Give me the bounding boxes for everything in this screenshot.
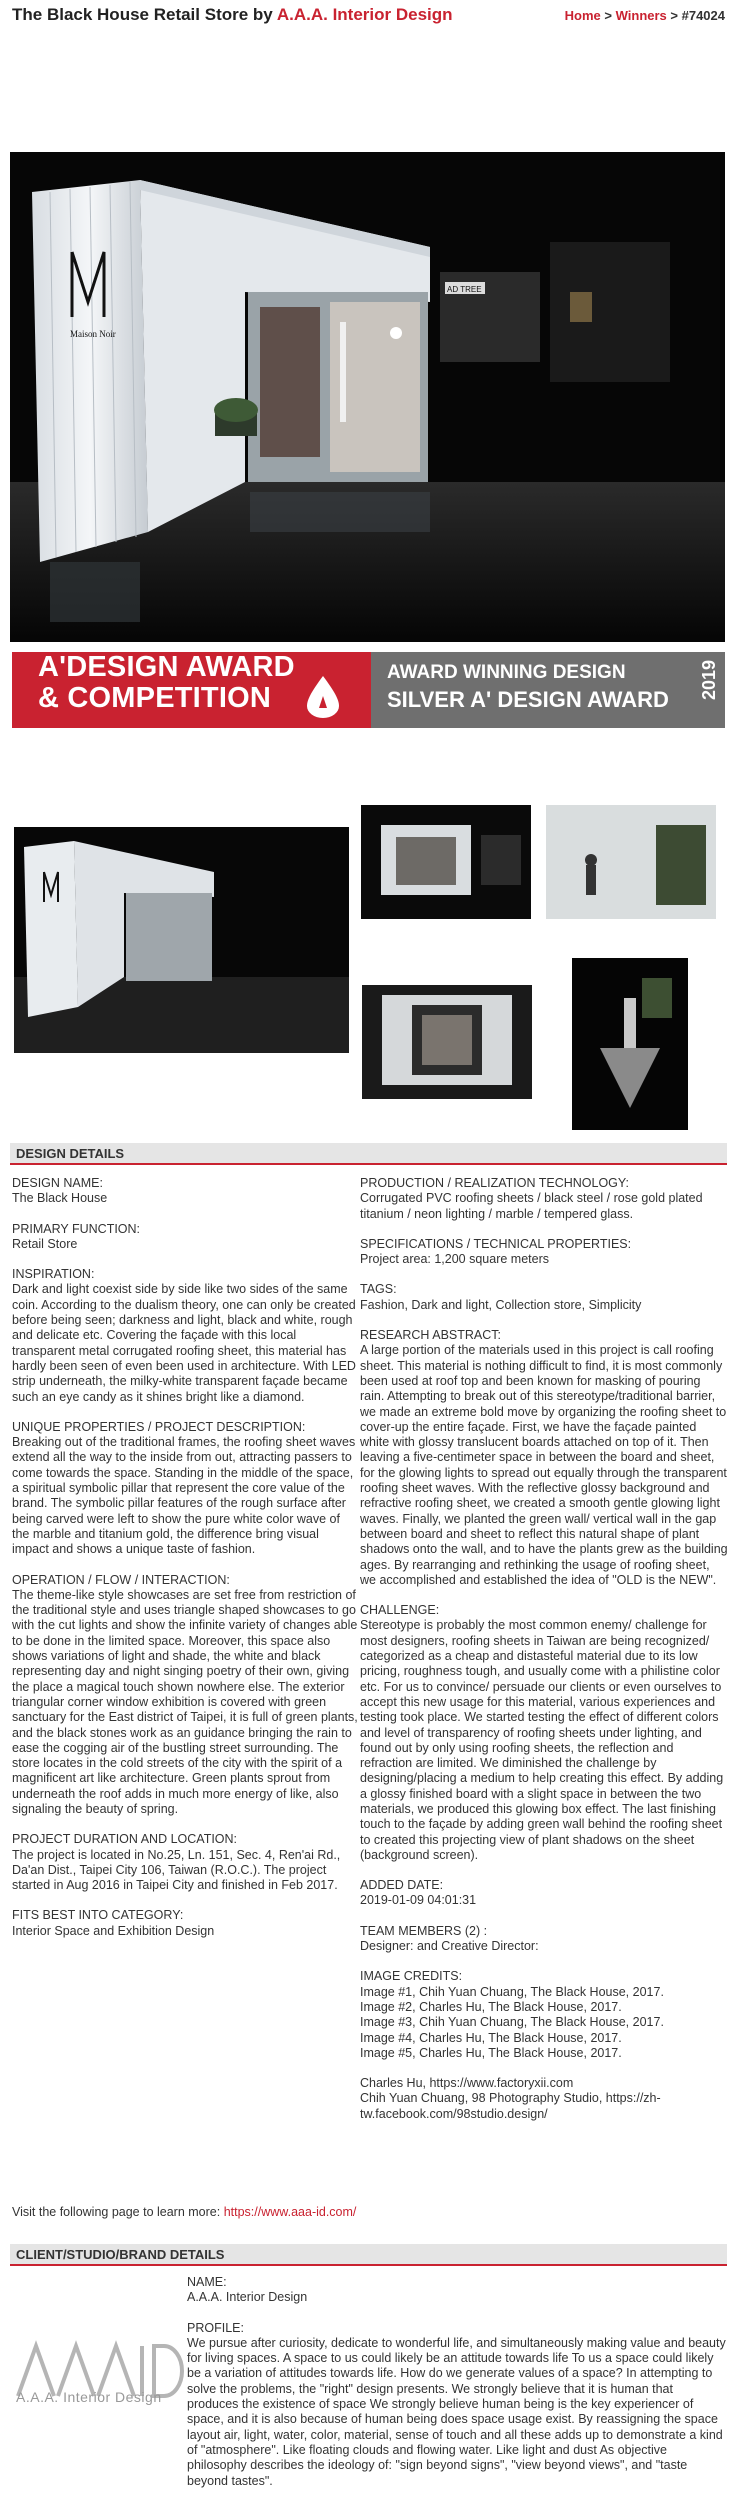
production-label: PRODUCTION / REALIZATION TECHNOLOGY: <box>360 1176 630 1190</box>
learn-more-text: Visit the following page to learn more: <box>12 2205 224 2219</box>
design-name-value: The Black House <box>12 1191 108 1206</box>
gallery-thumbnail[interactable] <box>14 827 349 1053</box>
gallery-thumbnail[interactable] <box>361 805 531 919</box>
gallery-image-5 <box>572 958 688 1130</box>
research-text: A large portion of the materials used in this project is call roofing sheet. This material is nothing difficult to find, it is most commonly been used at roof top and been known for masking of pouring rain. Attempting to break out of this stereotype/traditional barrier, we made an extreme bold move by organizing the roofing sheet to cover-up the entire façade. First, we have the façade painted white with glossy translucent boards attached on top of it. Then leaving a five-centimeter space in between the board and sheet, for the glowing lights to spread out equally through the transparent roofing sheet waves. With the reflective glossy background and refractive roofing sheet, we created a smooth gentle glowing light waves. Finally, we planted the green wall/ vertical wall in the gap between board and sheet to reflect this natural shape of plant shadows onto the wall, and to have the plants grew as the building ages. By rearranging and rethinking the usage of roofing sheet, we accomplished and established the idea of "OLD is the NEW". <box>360 1343 728 1587</box>
page-title-studio-link[interactable]: A.A.A. Interior Design <box>276 5 453 24</box>
hero-image[interactable] <box>10 152 725 642</box>
research-label: RESEARCH ABSTRACT: <box>360 1328 502 1343</box>
client-name-label: NAME: <box>187 2275 227 2289</box>
unique-properties-label: UNIQUE PROPERTIES / PROJECT DESCRIPTION: <box>12 1419 306 1434</box>
gallery-image-3 <box>546 805 716 919</box>
header-bar <box>0 0 737 36</box>
added-date-value: 2019-01-09 04:01:31 <box>360 1893 477 1908</box>
challenge-text: Stereotype is probably the most common enemy/ challenge for most designers, roofing sheets in Taiwan are being recognized/ categorized as a cheap and distasteful material due to its low pricing, roughness tough, and usually come with a philistine color etc. For us to convince/ persuade our clients or even ourselves to accept this new usage for this material, various experiences and testing took place. We started testing the effect of different colors and level of transparency of roofing sheets under lighting, and found out by only using roofing sheets, the reflection and refraction are limited. We diminished the challenge by designing/placing a medium to help creating this effect. By adding a glossy finished board with a slight space in between the two materials, we produced this glowing box effect. The last finishing touch to the façade by adding green wall behind the roofing sheet to created this projecting view of plant shadows on the sheet (background screen). <box>360 1618 724 1862</box>
breadcrumb-separator: > <box>666 8 682 23</box>
credit-note-charles: Charles Hu, https://www.factoryxii.com <box>360 2076 574 2091</box>
inspiration-label: INSPIRATION: <box>12 1267 95 1282</box>
image-credit-item: Image #3, Chih Yuan Chuang, The Black House, 2017. <box>360 2015 664 2030</box>
design-details-right-column <box>360 1176 728 2137</box>
production-text: Corrugated PVC roofing sheets / black steel / rose gold plated titanium / neon lighting / marble / tempered glass. <box>360 1191 703 1221</box>
breadcrumb-separator: > <box>600 8 616 23</box>
unique-properties-text: Breaking out of the traditional frames, the roofing sheet waves extend all the way to the inside from out, attracting passers to come towards the space. Standing in the middle of the space, a spiritual symbolic pillar that represent the core value of the brand. The symbolic pillar features of the rough surface after being carved were left to show the pure white color wave of the marble and titanium gold, the difference bring visual impact and shows a unique taste of fashion. <box>12 1435 356 1557</box>
design-details-left-column <box>12 1176 358 1954</box>
studio-logo-caption: A.A.A. Interior Design <box>16 2389 162 2405</box>
award-level-label: SILVER A' DESIGN AWARD <box>387 687 669 712</box>
award-title-line1: A'DESIGN AWARD <box>38 651 295 683</box>
image-credit-item: Image #1, Chih Yuan Chuang, The Black House, 2017. <box>360 1984 664 1999</box>
section-heading-design-details: DESIGN DETAILS <box>10 1143 727 1165</box>
learn-more-line <box>12 2205 356 2220</box>
breadcrumb-entry-id: #74024 <box>681 8 725 23</box>
specs-value: Project area: 1,200 square meters <box>360 1252 549 1267</box>
client-details <box>187 2275 727 2504</box>
section-heading-client: CLIENT/STUDIO/BRAND DETAILS <box>10 2244 727 2266</box>
design-name-label: DESIGN NAME: <box>12 1176 103 1190</box>
specs-label: SPECIFICATIONS / TECHNICAL PROPERTIES: <box>360 1236 632 1251</box>
team-value: Designer: and Creative Director: <box>360 1939 539 1954</box>
challenge-label: CHALLENGE: <box>360 1603 440 1618</box>
award-drop-icon <box>303 674 343 718</box>
client-profile-text: We pursue after curiosity, dedicate to wonderful life, and simultaneously making value and beauty for living spaces. A space to us could likely be an attitude towards life To us a space could likely be a variation of attitudes towards life. How do we generate values of a space? In attempting to solve the problems, the "right" design presents. We strongly believe that it is human that produces the existence of space We strongly believe human being is the key experiencer of space, and it is also because of human being does space usage exist. By reassigning the space layout air, light, water, color, material, sense of touch and all these adds up to demonstrate a kind of "atmosphere". Like floating clouds and flowing water. Like light and dust As objective philosophy describes the ideology of: "sign beyond signs", "view beyond views", and "taste beyond tastes". <box>187 2335 726 2488</box>
award-banner-logo <box>12 652 371 728</box>
gallery-image-1 <box>14 827 349 1053</box>
hero-photo-illustration <box>10 152 725 642</box>
image-credit-item: Image #4, Charles Hu, The Black House, 2017. <box>360 2030 622 2045</box>
gallery-thumbnail[interactable] <box>572 958 688 1130</box>
tags-value: Fashion, Dark and light, Collection store, Simplicity <box>360 1297 642 1312</box>
page-title <box>12 7 453 22</box>
category-label: FITS BEST INTO CATEGORY: <box>12 1908 184 1923</box>
award-title-line2: & COMPETITION <box>38 682 271 714</box>
inspiration-text: Dark and light coexist side by side like two sides of the same coin. According to the dualism theory, one can only be created before being seen; darkness and light, black and white, rough and delicate etc. Covering the façade with this local transparent metal corrugated roofing sheet, this material has hardly been seen of even been used in architecture. With LED strip underneath, the milky-white transparent façade became such an eye candy as it shines bright like a diamond. <box>12 1282 356 1404</box>
page-title-text: The Black House Retail Store by <box>12 5 277 24</box>
team-label: TEAM MEMBERS (2) : <box>360 1923 488 1938</box>
category-value: Interior Space and Exhibition Design <box>12 1923 215 1938</box>
duration-label: PROJECT DURATION AND LOCATION: <box>12 1832 238 1847</box>
award-winning-label: AWARD WINNING DESIGN <box>387 662 626 683</box>
image-credit-item: Image #2, Charles Hu, The Black House, 2017. <box>360 1999 622 2014</box>
gallery-image-4 <box>362 985 532 1099</box>
client-name-value: A.A.A. Interior Design <box>187 2290 308 2305</box>
duration-text: The project is located in No.25, Ln. 151, Sec. 4, Ren'ai Rd., Da'an Dist., Taipei City 106, Taiwan (R.O.C.). The project started in Aug 2016 in Taipei City and finished in Feb 2017. <box>12 1847 341 1893</box>
operation-text: The theme-like style showcases are set free from restriction of the traditional style and uses triangle shaped showcases to go with the cut lights and show the infinite variety of changes able to be done in the limited space. Moreover, this space also shows variations of light and shade, the white and black representing day and night singing poetry of their own, giving the place a magical touch shown nowhere else. The exterior triangular corner window exhibition is covered with green sanctuary for the East district of Taipei, it is full of green plants, and the black stones work as an guidance bringing the rain to ease the cogging air of the bustling street surrounding. The store locates in the cold streets of the city with the spirit of a magnificent art like architecture. Green plants sprout from underneath the roof adds in much more energy of like, also signaling the beauty of spring. <box>12 1587 358 1816</box>
gallery-image-2 <box>361 805 531 919</box>
primary-function-label: PRIMARY FUNCTION: <box>12 1221 141 1236</box>
award-banner <box>12 652 725 728</box>
gallery-thumbnail[interactable] <box>546 805 716 919</box>
client-profile-label: PROFILE: <box>187 2320 244 2335</box>
award-year: 2019 <box>698 660 719 701</box>
studio-website-link[interactable]: https://www.aaa-id.com/ <box>223 2205 357 2219</box>
tags-label: TAGS: <box>360 1282 397 1297</box>
breadcrumb-winners-link[interactable]: Winners <box>615 8 667 23</box>
breadcrumb <box>565 8 725 23</box>
breadcrumb-home-link[interactable]: Home <box>564 8 601 23</box>
image-credit-item: Image #5, Charles Hu, The Black House, 2017. <box>360 2045 622 2060</box>
operation-label: OPERATION / FLOW / INTERACTION: <box>12 1572 230 1587</box>
award-banner-status <box>371 652 725 728</box>
primary-function-value: Retail Store <box>12 1236 78 1251</box>
gallery-thumbnail[interactable] <box>362 985 532 1099</box>
hero-sign-text: AD TREE <box>447 285 482 294</box>
hero-brand-text: Maison Noir <box>70 329 116 339</box>
credit-note-chih: Chih Yuan Chuang, 98 Photography Studio, https://zh-tw.facebook.com/98studio.design/ <box>360 2091 661 2121</box>
added-date-label: ADDED DATE: <box>360 1878 444 1893</box>
image-credits-label: IMAGE CREDITS: <box>360 1969 463 1984</box>
